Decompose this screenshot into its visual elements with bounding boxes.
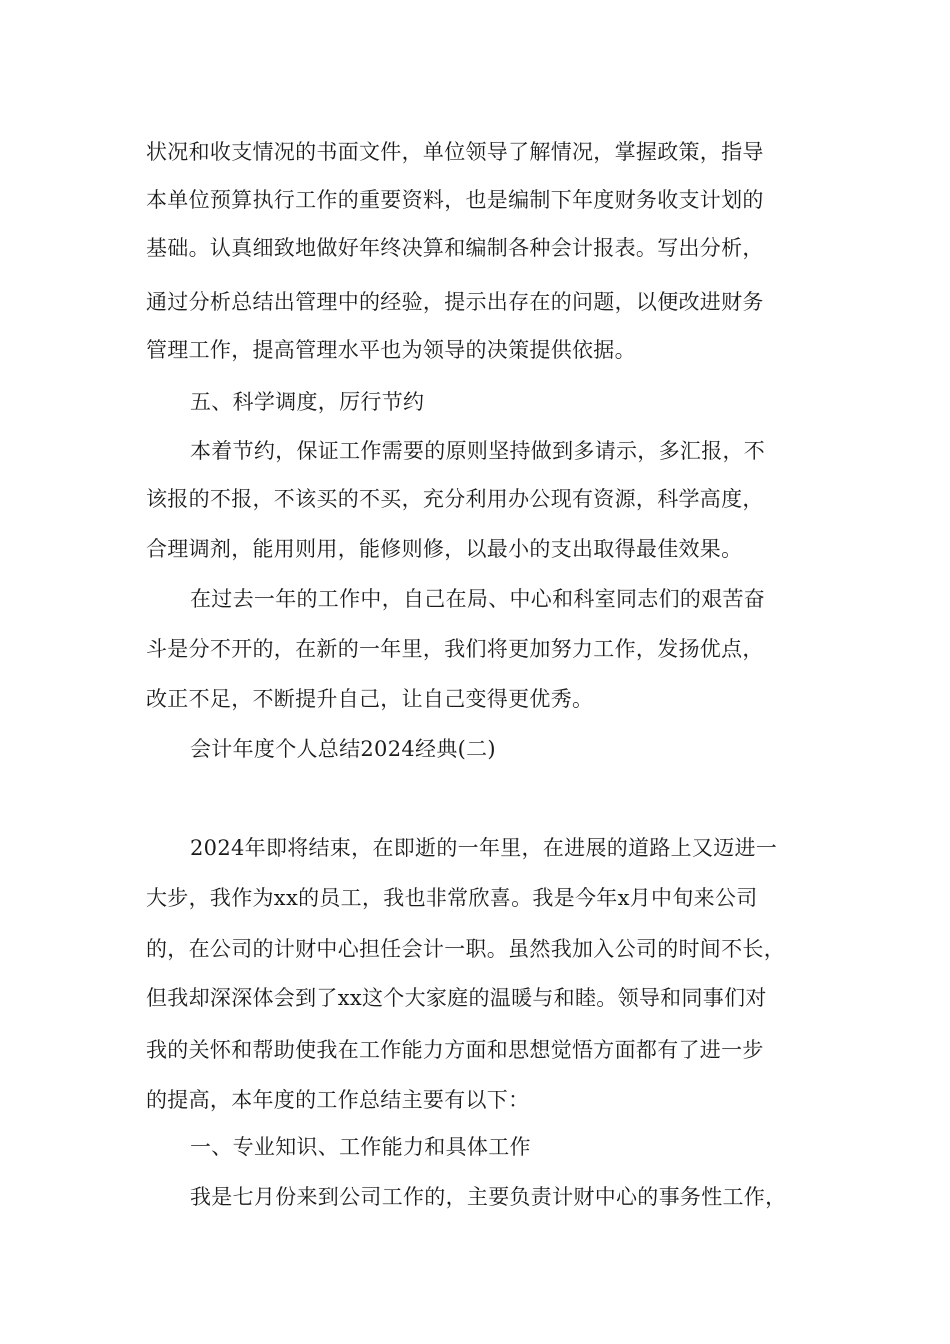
paragraph-line: 基础。认真细致地做好年终决算和编制各种会计报表。写出分析， — [146, 236, 764, 260]
paragraph-line: 状况和收支情况的书面文件，单位领导了解情况，掌握政策，指导 — [146, 140, 764, 164]
paragraph-line: 大步，我作为xx的员工，我也非常欣喜。我是今年x月中旬来公司 — [146, 886, 758, 910]
section-heading: 一、专业知识、工作能力和具体工作 — [190, 1135, 531, 1159]
paragraph-line: 合理调剂，能用则用，能修则修，以最小的支出取得最佳效果。 — [146, 537, 743, 561]
paragraph-line: 的提高，本年度的工作总结主要有以下： — [146, 1088, 530, 1112]
paragraph-line: 本着节约，保证工作需要的原则坚持做到多请示，多汇报，不 — [190, 439, 766, 463]
paragraph-line: 我的关怀和帮助使我在工作能力方面和思想觉悟方面都有了进一步 — [146, 1038, 764, 1062]
paragraph-line: 本单位预算执行工作的重要资料，也是编制下年度财务收支计划的 — [146, 188, 764, 212]
document-subtitle: 会计年度个人总结2024经典(二) — [190, 737, 496, 761]
paragraph-line: 管理工作，提高管理水平也为领导的决策提供依据。 — [146, 338, 636, 362]
paragraph-line: 我是七月份来到公司工作的，主要负责计财中心的事务性工作， — [190, 1185, 787, 1209]
paragraph-line: 在过去一年的工作中，自己在局、中心和科室同志们的艰苦奋 — [190, 587, 766, 611]
paragraph-line: 2024年即将结束，在即逝的一年里，在进展的道路上又迈进一 — [190, 836, 778, 860]
section-heading: 五、科学调度，厉行节约 — [190, 390, 425, 414]
paragraph-line: 该报的不报，不该买的不买，充分利用办公现有资源，科学高度， — [146, 487, 764, 511]
paragraph-line: 的，在公司的计财中心担任会计一职。虽然我加入公司的时间不长， — [146, 937, 785, 961]
paragraph-line: 通过分析总结出管理中的经验，提示出存在的问题，以便改进财务 — [146, 290, 764, 314]
paragraph-line: 斗是分不开的，在新的一年里，我们将更加努力工作，发扬优点， — [146, 637, 764, 661]
paragraph-line: 改正不足，不断提升自己，让自己变得更优秀。 — [146, 687, 594, 711]
paragraph-line: 但我却深深体会到了xx这个大家庭的温暖与和睦。领导和同事们对 — [146, 986, 767, 1010]
